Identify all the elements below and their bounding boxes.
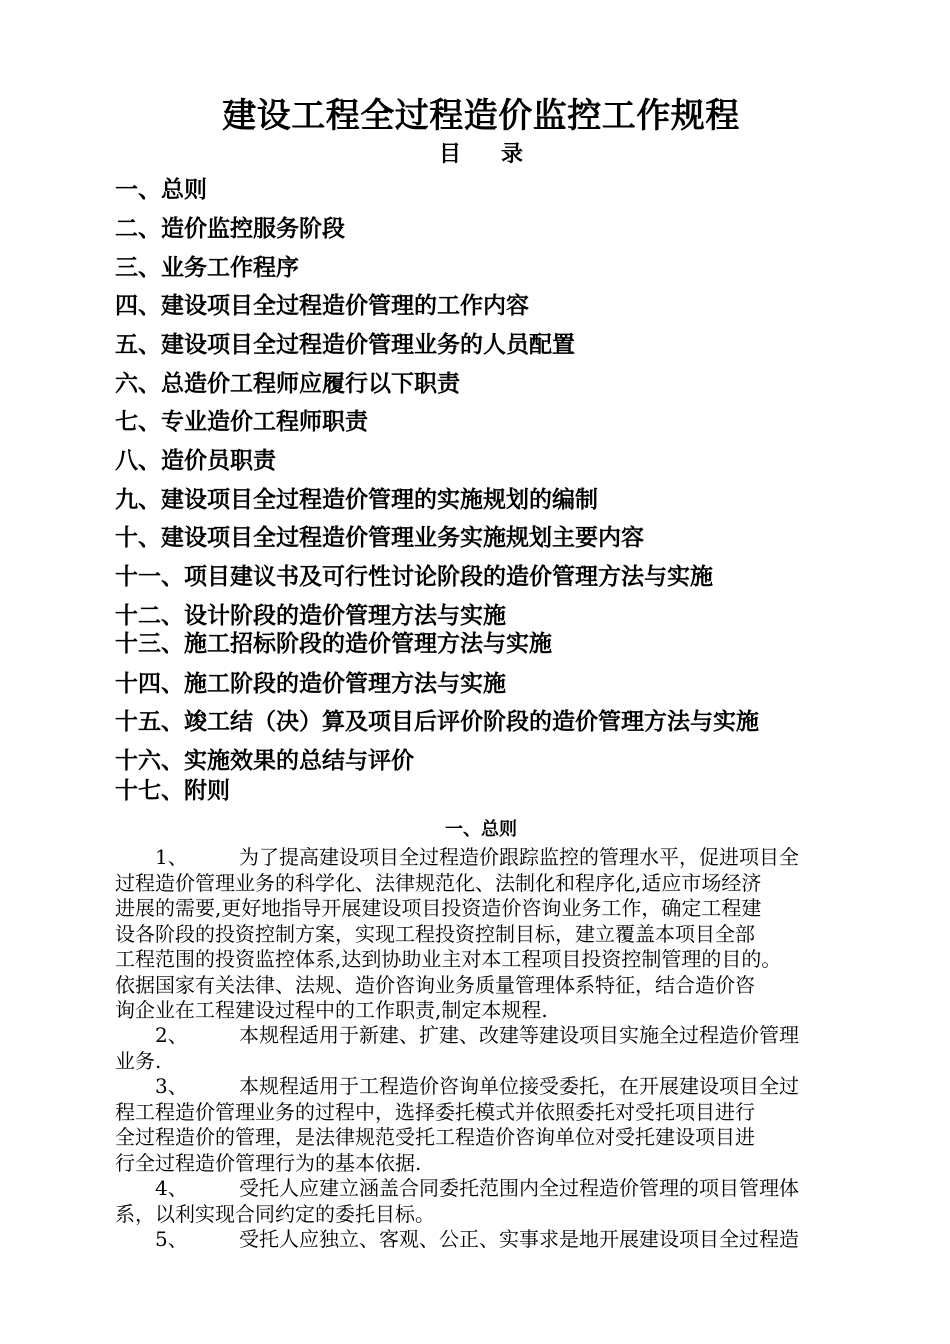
toc-item: 十三、施工招标阶段的造价管理方法与实施 [115, 630, 552, 657]
document-title: 建设工程全过程造价监控工作规程 [222, 96, 740, 136]
toc-item: 十二、设计阶段的造价管理方法与实施 [115, 602, 506, 629]
paragraph-number: 3、 [155, 1074, 188, 1098]
toc-item: 四、建设项目全过程造价管理的工作内容 [115, 292, 529, 319]
paragraph-number: 1、 [155, 845, 188, 869]
toc-item: 九、建设项目全过程造价管理的实施规划的编制 [115, 486, 598, 513]
toc-heading-right: 录 [501, 141, 524, 167]
paragraph-number: 4、 [155, 1176, 188, 1200]
paragraph-number: 2、 [155, 1023, 188, 1047]
toc-item: 一、总则 [115, 176, 207, 203]
toc-item: 十、建设项目全过程造价管理业务实施规划主要内容 [115, 524, 644, 551]
toc-item: 十六、实施效果的总结与评价 [115, 747, 414, 774]
paragraph-number: 5、 [155, 1227, 188, 1251]
toc-item: 三、业务工作程序 [115, 254, 299, 281]
toc-item: 七、专业造价工程师职责 [115, 408, 368, 435]
toc-item: 十四、施工阶段的造价管理方法与实施 [115, 670, 506, 697]
toc-heading [0, 140, 950, 168]
paragraph: 4、 受托人应建立涵盖合同委托范围内全过程造价管理的项目管理体 系，以利实现合同约定的委托目标。 [115, 1176, 799, 1226]
toc-item: 十五、竣工结（决）算及项目后评价阶段的造价管理方法与实施 [115, 708, 759, 735]
paragraph: 3、 本规程适用于工程造价咨询单位接受委托，在开展建设项目全过 程工程造价管理业务的过程中，选择委托模式并依照委托对受托项目进行 全过程造价的管理，是法律规范受托工程造价咨询单位对受托建设项目进 行全过程造价管理行为的基本依据. [115, 1074, 799, 1175]
section-heading: 一、总则 [445, 819, 517, 840]
toc-item: 八、造价员职责 [115, 447, 276, 474]
toc-item: 十七、附则 [115, 777, 230, 804]
toc-item: 二、造价监控服务阶段 [115, 215, 345, 242]
paragraph: 2、 本规程适用于新建、扩建、改建等建设项目实施全过程造价管理 业务. [115, 1023, 799, 1073]
paragraph: 5、 受托人应独立、客观、公正、实事求是地开展建设项目全过程造 [115, 1227, 850, 1253]
toc-item: 六、总造价工程师应履行以下职责 [115, 370, 460, 397]
toc-item: 十一、项目建议书及可行性讨论阶段的造价管理方法与实施 [115, 563, 713, 590]
paragraph: 1、 为了提高建设项目全过程造价跟踪监控的管理水平，促进项目全 过程造价管理业务的科学化、法律规范化、法制化和程序化,适应市场经济 进展的需要,更好地指导开展建设项目投资造价咨询业务工作，确定工程建 设各阶段的投资控制方案，实现工程投资控制目标，建立覆盖本项目全部 工程范围的投资监控体系,达到协助业主对本工程项目投资控制管理的目的。 依据国家有关法律、法规、造价咨询业务质量管理体系特征，结合造价咨 询企业在工程建设过程中的工作职责,制定本规程. [115, 845, 799, 1022]
toc-heading-left: 目 [438, 141, 461, 167]
toc-item: 五、建设项目全过程造价管理业务的人员配置 [115, 331, 575, 358]
